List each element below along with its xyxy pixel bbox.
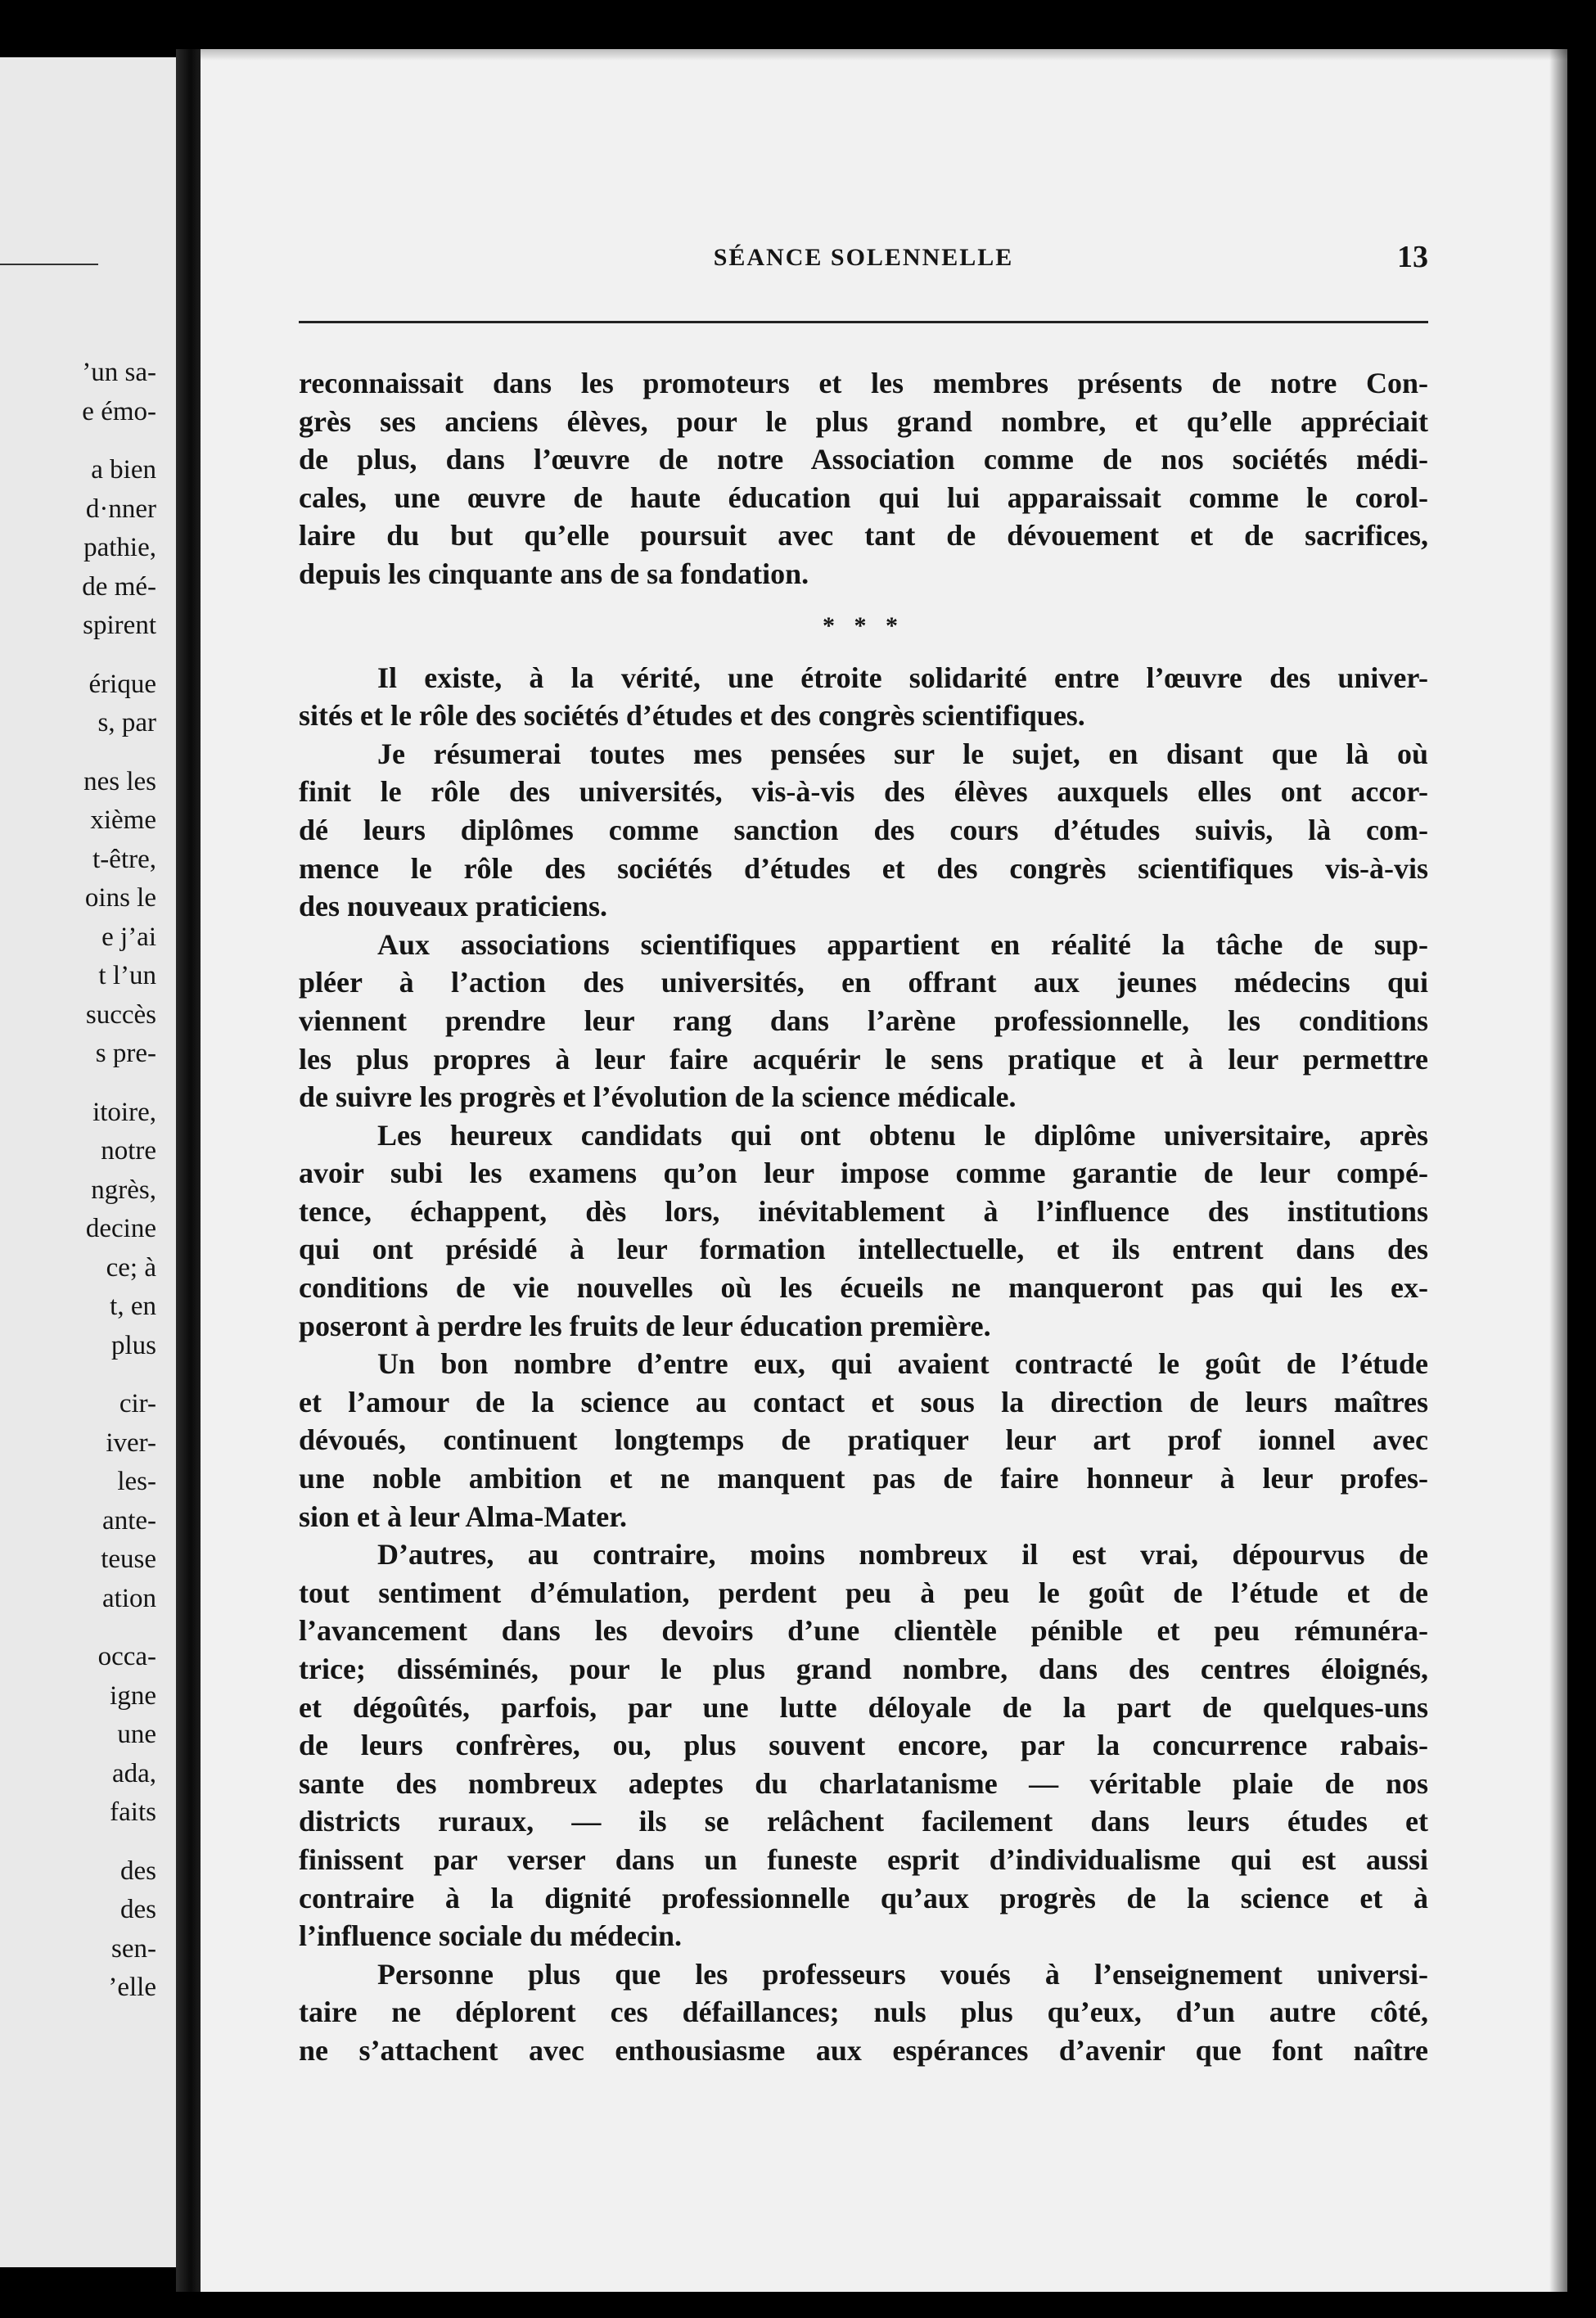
text-line: de suivre les progrès et l’évolution de la science médicale. (299, 1080, 1017, 1114)
left-page-line: érique (88, 669, 156, 699)
text-line: conditions de vie nouvelles où les écueils ne manqueront pas qui les ex- (299, 1271, 1428, 1305)
left-page-line: plus (110, 1330, 156, 1360)
text-line: tout sentiment d’émulation, perdent peu à peu le goût de l’étude et de (299, 1576, 1428, 1609)
text-line: de plus, dans l’œuvre de notre Association comme de nos sociétés médi- (299, 443, 1428, 476)
book-page (201, 49, 1567, 2292)
left-page-line: ce; à (106, 1252, 156, 1283)
paragraph-4 (299, 926, 1428, 1116)
left-page-gap (82, 1074, 156, 1094)
left-page-line: notre (101, 1136, 156, 1166)
left-page-line: ante- (102, 1505, 156, 1536)
text-line: mence le rôle des sociétés d’études et des congrès scientifiques vis-à-vis (299, 851, 1428, 885)
text-line: Je résumerai toutes mes pensées sur le sujet, en disant que là où (377, 737, 1428, 770)
left-page-line: de mé- (82, 571, 156, 602)
text-line: sités et le rôle des sociétés d’études et des congrès scientifiques. (299, 699, 1085, 733)
text-line: dé leurs diplômes comme sanction des cours d’études suivis, là com- (299, 813, 1428, 846)
text-line: et l’amour de la science au contact et sous la direction de leurs maîtres (299, 1385, 1428, 1418)
book-gutter (176, 49, 201, 2292)
paragraph-3 (299, 735, 1428, 926)
left-page-line: xième (90, 805, 156, 835)
text-line: avoir subi les examens qu’on leur impose comme garantie de leur compé- (299, 1157, 1428, 1190)
text-line: de leurs confrères, ou, plus souvent encore, par la concurrence rabais- (299, 1729, 1428, 1762)
left-page-text (82, 354, 156, 2008)
left-page-line: a bien (91, 455, 156, 485)
left-page-line: t, en (110, 1292, 156, 1321)
text-line: finit le rôle des universités, vis-à-vis des élèves auxquels elles ont accor- (299, 775, 1428, 809)
text-line: qui ont présidé à leur formation intellectuelle, et ils entrent dans des (299, 1233, 1428, 1266)
left-page-line: itoire, (92, 1097, 156, 1127)
left-page-line: occa- (97, 1642, 156, 1671)
left-page-line: ’elle (108, 1973, 156, 2002)
text-line: cales, une œuvre de haute éducation qui lui apparaissait comme le corol- (299, 480, 1428, 514)
left-page-line: decine (85, 1214, 156, 1243)
page-edge-shadow (1549, 49, 1567, 2292)
running-head: SÉANCE SOLENNELLE (713, 244, 1014, 271)
header-rule (299, 321, 1428, 323)
left-page-gap (82, 1618, 156, 1638)
paragraph-1 (299, 364, 1428, 593)
paragraph-5 (299, 1116, 1428, 1346)
left-page-line: cir- (119, 1389, 156, 1418)
text-line: reconnaissait dans les promoteurs et les membres présents de notre Con- (299, 367, 1428, 399)
text-line: l’influence sociale du médecin. (299, 1919, 682, 1953)
left-page-line: iver- (106, 1427, 156, 1458)
page-top-edge (201, 49, 1567, 61)
asterism: * * * (823, 611, 904, 639)
text-line: Aux associations scientifiques appartient en réalité la tâche de sup- (377, 927, 1428, 961)
text-line: poseront à perdre les fruits de leur éducation première. (299, 1309, 991, 1342)
text-line: dévoués, continuent longtemps de pratiquer leur art prof ionnel avec (299, 1423, 1428, 1457)
left-page-rule (0, 264, 98, 265)
text-line: une noble ambition et ne manquent pas de faire honneur à leur profes- (299, 1462, 1428, 1495)
text-line: laire du but qu’elle poursuit avec tant de dévouement et de sacrifices, (299, 519, 1428, 552)
left-page-line: s pre- (95, 1039, 156, 1068)
left-page-line: s, par (97, 708, 156, 737)
left-page-line: oins le (84, 883, 156, 913)
left-page-gap (82, 1365, 156, 1385)
left-page-gap (82, 743, 156, 763)
paragraph-6 (299, 1345, 1428, 1536)
text-line: l’avancement dans les devoirs d’une clientèle pénible et peu rémunéra- (299, 1614, 1428, 1648)
left-page-line: pathie, (83, 533, 156, 562)
text-line: grès ses anciens élèves, pour le plus grand nombre, et qu’elle appréciait (299, 404, 1428, 438)
text-line: trice; disséminés, pour le plus grand nombre, dans des centres éloignés, (299, 1653, 1428, 1685)
left-page-line: des (120, 1856, 156, 1886)
left-page-line: d·nner (85, 494, 156, 524)
left-facing-page (0, 57, 176, 2267)
left-page-line: t l’un (98, 961, 156, 990)
left-page-line: les- (117, 1467, 156, 1496)
left-page-line: teuse (101, 1545, 156, 1574)
page-number: 13 (1397, 240, 1428, 274)
left-page-line: nes les (83, 766, 156, 796)
text-line: Les heureux candidats qui ont obtenu le diplôme universitaire, après (377, 1118, 1428, 1152)
left-page-line: igne (110, 1680, 156, 1711)
left-page-line: ation (102, 1583, 156, 1613)
left-page-line: une (117, 1720, 156, 1749)
left-page-line: faits (110, 1797, 156, 1827)
left-page-line: des (120, 1895, 156, 1924)
text-line: sion et à leur Alma-Mater. (299, 1499, 627, 1533)
left-page-line: succès (85, 999, 156, 1030)
text-line: sante des nombreux adeptes du charlatanisme — véritable plaie de nos (299, 1766, 1428, 1800)
text-line: et dégoûtés, parfois, par une lutte déloyale de la part de quelques-uns (299, 1690, 1428, 1724)
left-page-line: t-être, (92, 844, 156, 874)
left-page-line: ada, (111, 1758, 156, 1788)
text-line: Il existe, à la vérité, une étroite solidarité entre l’œuvre des univer- (377, 661, 1428, 694)
left-page-gap (82, 646, 156, 665)
text-line: taire ne déplorent ces défaillances; nuls plus qu’eux, d’un autre côté, (299, 1996, 1428, 2029)
paragraph-2 (299, 659, 1428, 735)
left-page-line: e j’ai (101, 922, 156, 952)
text-line: pléer à l’action des universités, en offrant aux jeunes médecins qui (299, 966, 1428, 999)
left-page-line: ’un sa- (82, 358, 156, 387)
text-line: Personne plus que les professeurs voués à l’enseignement universi- (377, 1957, 1428, 1991)
left-page-line: sen- (111, 1933, 156, 1964)
text-line: D’autres, au contraire, moins nombreux il est vrai, dépourvus de (377, 1538, 1428, 1572)
text-line: les plus propres à leur faire acquérir le sens pratique et à leur permettre (299, 1042, 1428, 1076)
paragraph-7 (299, 1536, 1428, 1955)
paragraph-8 (299, 1955, 1428, 2070)
text-line: depuis les cinquante ans de sa fondation. (299, 557, 809, 590)
text-line: tence, échappent, dès lors, inévitablement à l’influence des institutions (299, 1194, 1428, 1228)
text-line: viennent prendre leur rang dans l’arène professionnelle, les conditions (299, 1003, 1428, 1037)
text-line: districts ruraux, — ils se relâchent facilement dans leurs études et (299, 1805, 1428, 1838)
left-page-gap (82, 431, 156, 451)
text-line: ne s’attachent avec enthousiasme aux espérances d’avenir que font naître (299, 2033, 1428, 2067)
text-line: Un bon nombre d’entre eux, qui avaient contracté le goût de l’étude (377, 1347, 1428, 1381)
left-page-line: e émo- (82, 396, 156, 426)
left-page-line: spirent (83, 611, 156, 640)
text-line: contraire à la dignité professionnelle qu’aux progrès de la science et à (299, 1881, 1428, 1914)
text-line: des nouveaux praticiens. (299, 890, 608, 923)
left-page-line: ngrès, (91, 1175, 156, 1205)
page-header (299, 237, 1428, 286)
text-line: finissent par verser dans un funeste esprit d’individualisme qui est aussi (299, 1842, 1428, 1876)
body-text (299, 364, 1428, 2070)
left-page-gap (82, 1833, 156, 1852)
